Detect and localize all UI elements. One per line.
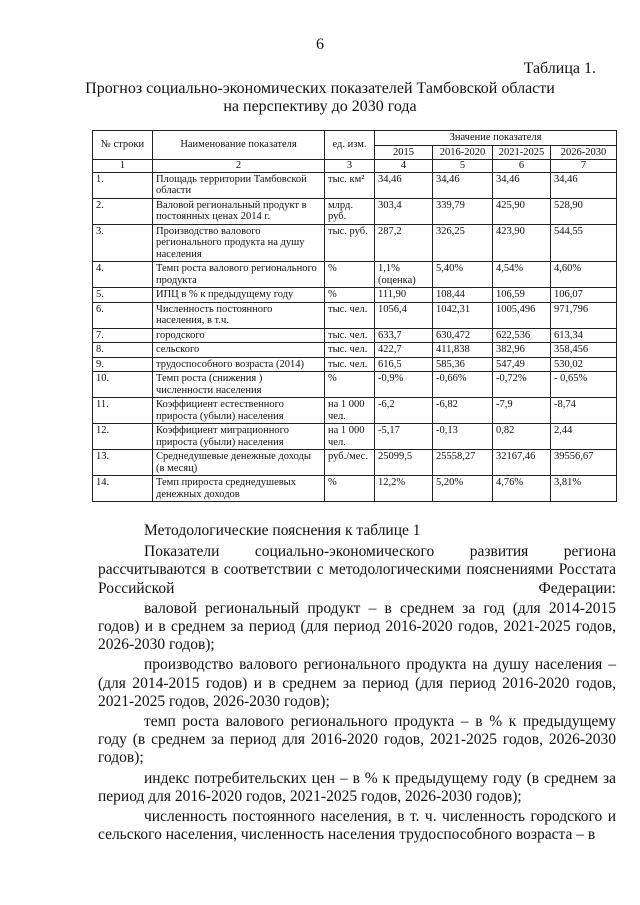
title-line-1: Прогноз социально-экономических показателей Тамбовской области — [85, 80, 555, 97]
value-cell: 2,44 — [551, 424, 617, 450]
value-cell: -6,82 — [433, 398, 493, 424]
value-cell: 339,79 — [433, 198, 493, 224]
column-index: 3 — [325, 160, 375, 173]
unit: % — [325, 288, 375, 303]
table-row — [93, 198, 617, 224]
row-number: 4. — [93, 262, 153, 288]
header-year: 2016-2020 — [433, 145, 493, 160]
unit: тыс. км² — [325, 172, 375, 198]
table-row — [93, 450, 617, 476]
unit: тыс. чел. — [325, 328, 375, 343]
value-cell: 530,02 — [551, 357, 617, 372]
unit: тыс. руб. — [325, 224, 375, 262]
value-cell: 1005,496 — [493, 302, 551, 328]
notes-paragraph: темп роста валового регионального продукта – в % к предыдущему году (в среднем за период для 2016-2020 годов, 2021-2025 годов, 2026-2030 годов); — [98, 713, 616, 767]
value-cell: 630,472 — [433, 328, 493, 343]
value-cell: 613,34 — [551, 328, 617, 343]
notes-paragraph: численность постоянного населения, в т. ч. численность городского и сельского населения, численность населения трудоспособного возраста – в — [98, 808, 616, 844]
indicator-name: Производство валового регионального продукта на душу населения — [153, 224, 325, 262]
notes-paragraph: валовой региональный продукт – в среднем за год (для 2014-2015 годов) и в среднем за период (для период 2016-2020 годов, 2021-2025 годов, 2026-2030 годов); — [98, 599, 616, 654]
indicator-name: Площадь территории Тамбовской области — [153, 172, 325, 198]
row-number: 7. — [93, 328, 153, 343]
row-number: 13. — [93, 450, 153, 476]
row-number: 3. — [93, 224, 153, 262]
value-cell: 1,1% (оценка) — [375, 262, 433, 288]
row-number: 8. — [93, 343, 153, 358]
indicator-name: Коэффициент естественного прироста (убыли) населения — [153, 398, 325, 424]
value-cell: 1042,31 — [433, 302, 493, 328]
column-index: 4 — [375, 160, 433, 173]
unit: % — [325, 262, 375, 288]
unit: на 1 000 чел. — [325, 424, 375, 450]
header-year: 2015 — [375, 145, 433, 160]
value-cell: 111,90 — [375, 288, 433, 303]
value-cell: 622,536 — [493, 328, 551, 343]
table-row — [93, 424, 617, 450]
value-cell: 326,25 — [433, 224, 493, 262]
table-row — [93, 262, 617, 288]
value-cell: 4,60% — [551, 262, 617, 288]
row-number: 5. — [93, 288, 153, 303]
value-cell: 971,796 — [551, 302, 617, 328]
table-row — [93, 357, 617, 372]
header-name: Наименование показателя — [153, 131, 325, 160]
value-cell: 358,456 — [551, 343, 617, 358]
row-number: 10. — [93, 372, 153, 398]
forecast-table — [92, 130, 617, 502]
value-cell: -5,17 — [375, 424, 433, 450]
column-index-row — [93, 160, 617, 173]
unit: % — [325, 372, 375, 398]
row-number: 1. — [93, 172, 153, 198]
value-cell: 411,838 — [433, 343, 493, 358]
value-cell: 106,59 — [493, 288, 551, 303]
row-number: 12. — [93, 424, 153, 450]
header-row-no: № строки — [93, 131, 153, 160]
value-cell: -0,72% — [493, 372, 551, 398]
value-cell: 106,07 — [551, 288, 617, 303]
value-cell: 547,49 — [493, 357, 551, 372]
value-cell: 3,81% — [551, 476, 617, 502]
value-cell: 422,7 — [375, 343, 433, 358]
header-year: 2021-2025 — [493, 145, 551, 160]
value-cell: 287,2 — [375, 224, 433, 262]
value-cell: 25099,5 — [375, 450, 433, 476]
value-cell: 4,54% — [493, 262, 551, 288]
header-unit: ед. изм. — [325, 131, 375, 160]
value-cell: 34,46 — [433, 172, 493, 198]
value-cell: 633,7 — [375, 328, 433, 343]
value-cell: -0,9% — [375, 372, 433, 398]
table-body — [93, 160, 617, 502]
notes-paragraph: Показатели социально-экономического развития региона рассчитываются в соответствии с методологическими пояснениями Росстата Российской Федерации: — [98, 543, 616, 597]
title-line-2: на перспективу до 2030 года — [223, 98, 417, 115]
value-cell: -6,2 — [375, 398, 433, 424]
table-row — [93, 476, 617, 502]
table-row — [93, 328, 617, 343]
methodology-notes — [98, 522, 616, 846]
table-row — [93, 172, 617, 198]
unit: на 1 000 чел. — [325, 398, 375, 424]
unit: тыс. чел. — [325, 357, 375, 372]
indicator-name: Среднедушевые денежные доходы (в месяц) — [153, 450, 325, 476]
value-cell: 39556,67 — [551, 450, 617, 476]
value-cell: - 0,65% — [551, 372, 617, 398]
value-cell: 5,20% — [433, 476, 493, 502]
column-index: 2 — [153, 160, 325, 173]
table-row — [93, 224, 617, 262]
notes-paragraph: производство валового регионального продукта на душу населения – (для 2014-2015 годов) и в среднем за период (для период 2016-2020 годов, 2021-2025 годов, 2026-2030 годов); — [98, 656, 616, 710]
column-index: 7 — [551, 160, 617, 173]
indicator-name: Темп прироста среднедушевых денежных доходов — [153, 476, 325, 502]
notes-paragraph: индекс потребительских цен – в % к предыдущему году (в среднем за период для 2016-2020 годов, 2021-2025 годов, 2026-2030 годов); — [98, 769, 616, 805]
value-cell: -0,66% — [433, 372, 493, 398]
row-number: 6. — [93, 302, 153, 328]
unit: руб./мес. — [325, 450, 375, 476]
table-label: Таблица 1. — [523, 60, 596, 77]
indicator-name: трудоспособного возраста (2014) — [153, 357, 325, 372]
indicator-name: ИПЦ в % к предыдущему году — [153, 288, 325, 303]
indicator-name: Валовой региональный продукт в постоянных ценах 2014 г. — [153, 198, 325, 224]
page-title — [0, 80, 640, 116]
page-number: 6 — [316, 36, 324, 53]
table-row — [93, 398, 617, 424]
column-index: 1 — [93, 160, 153, 173]
value-cell: 423,90 — [493, 224, 551, 262]
indicator-name: Численность постоянного населения, в т.ч. — [153, 302, 325, 328]
unit: тыс. чел. — [325, 343, 375, 358]
value-cell: 528,90 — [551, 198, 617, 224]
value-cell: 303,4 — [375, 198, 433, 224]
row-number: 2. — [93, 198, 153, 224]
column-index: 5 — [433, 160, 493, 173]
value-cell: 1056,4 — [375, 302, 433, 328]
value-cell: 108,44 — [433, 288, 493, 303]
row-number: 9. — [93, 357, 153, 372]
value-cell: 616,5 — [375, 357, 433, 372]
value-cell: 34,46 — [551, 172, 617, 198]
table-row — [93, 288, 617, 303]
table-row — [93, 302, 617, 328]
header-year: 2026-2030 — [551, 145, 617, 160]
unit: млрд. руб. — [325, 198, 375, 224]
value-cell: 34,46 — [375, 172, 433, 198]
value-cell: -0,13 — [433, 424, 493, 450]
table-row — [93, 372, 617, 398]
value-cell: -8,74 — [551, 398, 617, 424]
indicator-name: Темп роста (снижения ) численности населения — [153, 372, 325, 398]
notes-heading: Методологические пояснения к таблице 1 — [144, 522, 421, 539]
value-cell: 25558,27 — [433, 450, 493, 476]
value-cell: -7,9 — [493, 398, 551, 424]
column-index: 6 — [493, 160, 551, 173]
unit: тыс. чел. — [325, 302, 375, 328]
value-cell: 425,90 — [493, 198, 551, 224]
value-cell: 382,96 — [493, 343, 551, 358]
indicator-name: Коэффициент миграционного прироста (убыли) населения — [153, 424, 325, 450]
indicator-name: Темп роста валового регионального продукта — [153, 262, 325, 288]
unit: % — [325, 476, 375, 502]
value-cell: 585,36 — [433, 357, 493, 372]
value-cell: 12,2% — [375, 476, 433, 502]
value-cell: 544,55 — [551, 224, 617, 262]
row-number: 14. — [93, 476, 153, 502]
value-cell: 0,82 — [493, 424, 551, 450]
indicator-name: городского — [153, 328, 325, 343]
value-cell: 4,76% — [493, 476, 551, 502]
value-cell: 34,46 — [493, 172, 551, 198]
value-cell: 32167,46 — [493, 450, 551, 476]
table-row — [93, 343, 617, 358]
indicator-name: сельского — [153, 343, 325, 358]
row-number: 11. — [93, 398, 153, 424]
header-value-group: Значение показателя — [375, 131, 617, 146]
value-cell: 5,40% — [433, 262, 493, 288]
